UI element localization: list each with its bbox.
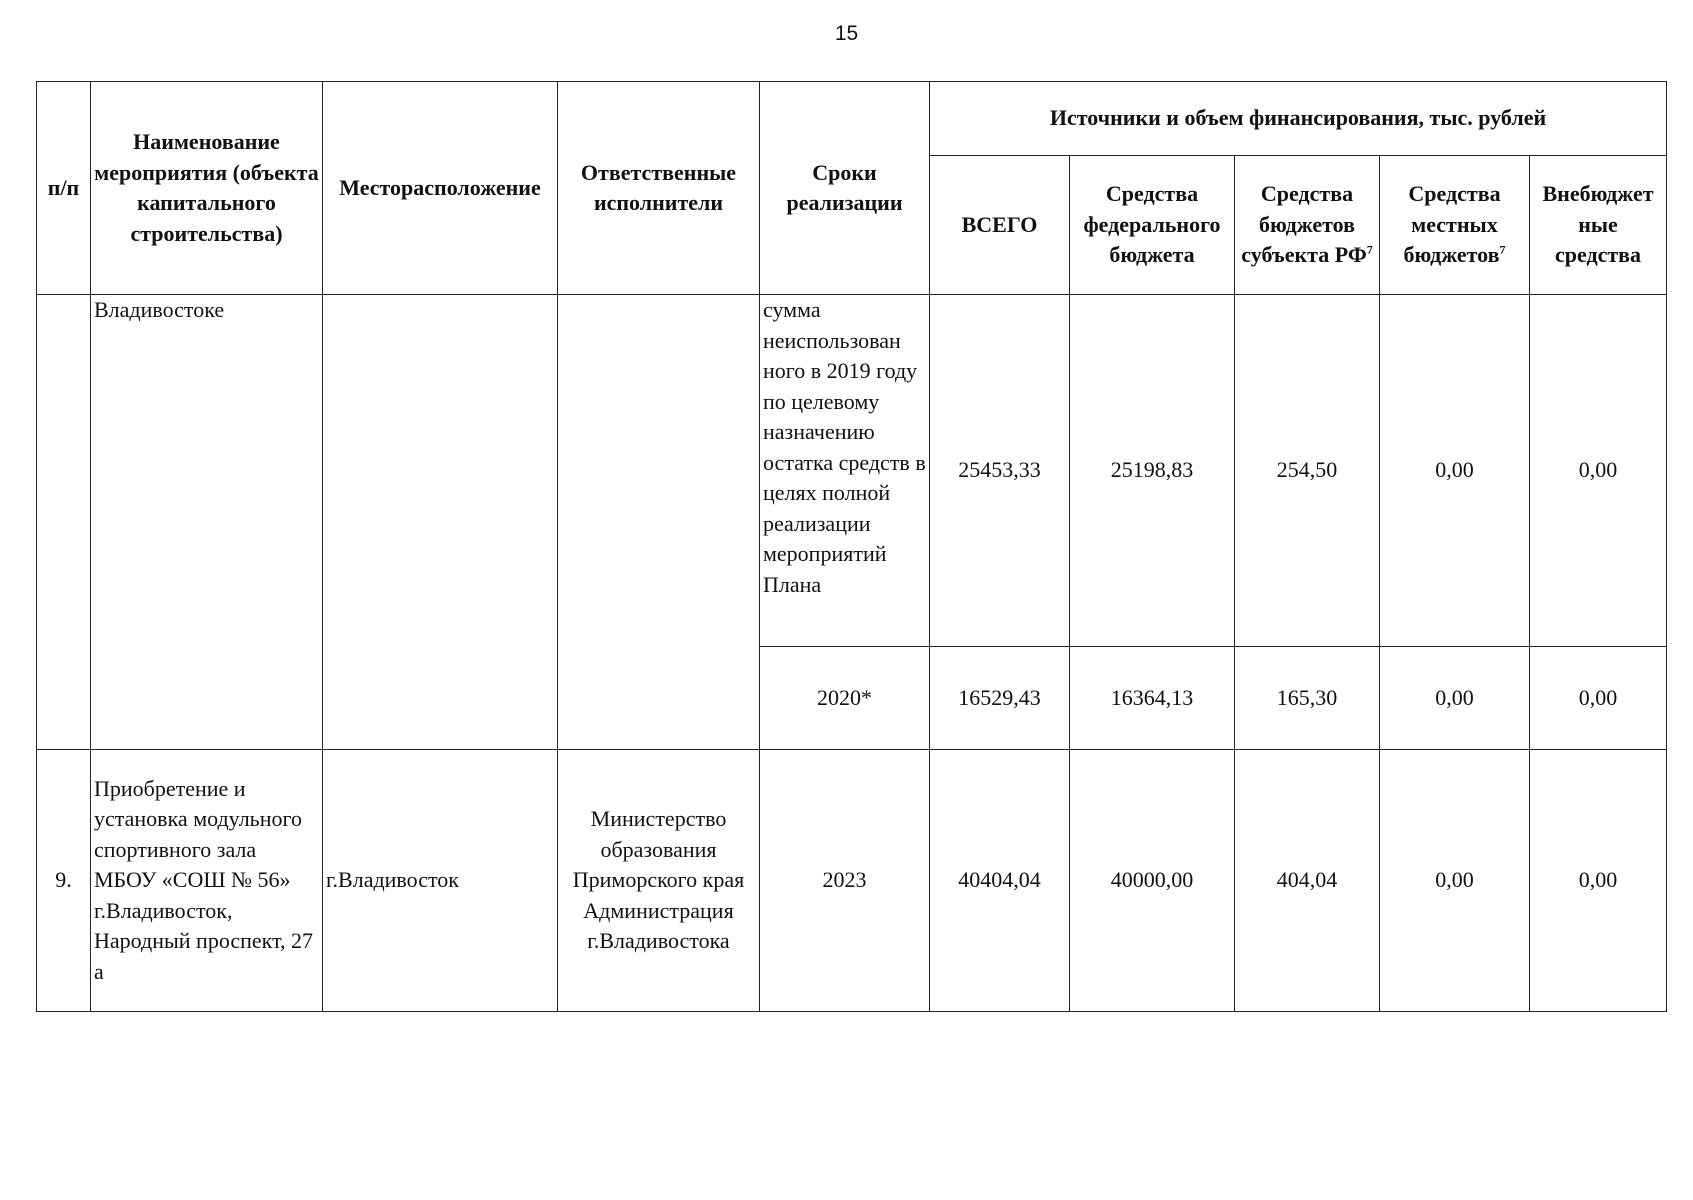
header-financing: Источники и объем финансирования, тыс. рублей	[930, 82, 1667, 156]
cell-subject: 254,50	[1235, 295, 1380, 647]
subheader-total: ВСЕГО	[930, 156, 1070, 295]
cell-federal: 16364,13	[1070, 647, 1235, 750]
cell-location	[323, 295, 558, 750]
cell-subject: 404,04	[1235, 750, 1380, 1012]
cell-total: 25453,33	[930, 295, 1070, 647]
cell-local: 0,00	[1380, 750, 1530, 1012]
cell-subject: 165,30	[1235, 647, 1380, 750]
cell-term: 2020*	[760, 647, 930, 750]
cell-term: 2023	[760, 750, 930, 1012]
cell-term: сумма неиспользован ного в 2019 году по целевому назначению остатка средств в целях полной реализации мероприятий Плана	[760, 295, 930, 647]
cell-federal: 40000,00	[1070, 750, 1235, 1012]
financing-table	[36, 81, 1667, 1012]
header-location: Месторасположение	[323, 82, 558, 295]
cell-location: г.Владивосток	[323, 750, 558, 1012]
subheader-extra: Внебюджет ные средства	[1530, 156, 1667, 295]
cell-local: 0,00	[1380, 295, 1530, 647]
cell-extra: 0,00	[1530, 295, 1667, 647]
subheader-local: Средства местных бюджетов$^7$	[1380, 156, 1530, 295]
cell-num	[37, 295, 91, 750]
cell-local: 0,00	[1380, 647, 1530, 750]
cell-extra: 0,00	[1530, 750, 1667, 1012]
table-row	[37, 750, 1667, 1012]
cell-extra: 0,00	[1530, 647, 1667, 750]
subheader-federal: Средства федерального бюджета	[1070, 156, 1235, 295]
cell-num: 9.	[37, 750, 91, 1012]
header-name: Наименование мероприятия (объекта капитального строительства)	[91, 82, 323, 295]
cell-total: 40404,04	[930, 750, 1070, 1012]
header-responsible: Ответственные исполнители	[558, 82, 760, 295]
cell-name: Приобретение и установка модульного спортивного зала МБОУ «СОШ № 56» г.Владивосток, Народный проспект, 27 а	[91, 750, 323, 1012]
cell-name: Владивостоке	[91, 295, 323, 750]
cell-responsible: Министерство образования Приморского края Администрация г.Владивостока	[558, 750, 760, 1012]
table-row	[37, 295, 1667, 647]
cell-federal: 25198,83	[1070, 295, 1235, 647]
cell-total: 16529,43	[930, 647, 1070, 750]
cell-responsible	[558, 295, 760, 750]
footnote-mark: 7	[1499, 242, 1506, 257]
header-num: п/п	[37, 82, 91, 295]
header-terms: Сроки реализации	[760, 82, 930, 295]
page-number: 15	[834, 22, 859, 45]
footnote-mark: 7	[1366, 242, 1373, 257]
subheader-subject: Средства бюджетов субъекта $РФ^7$	[1235, 156, 1380, 295]
